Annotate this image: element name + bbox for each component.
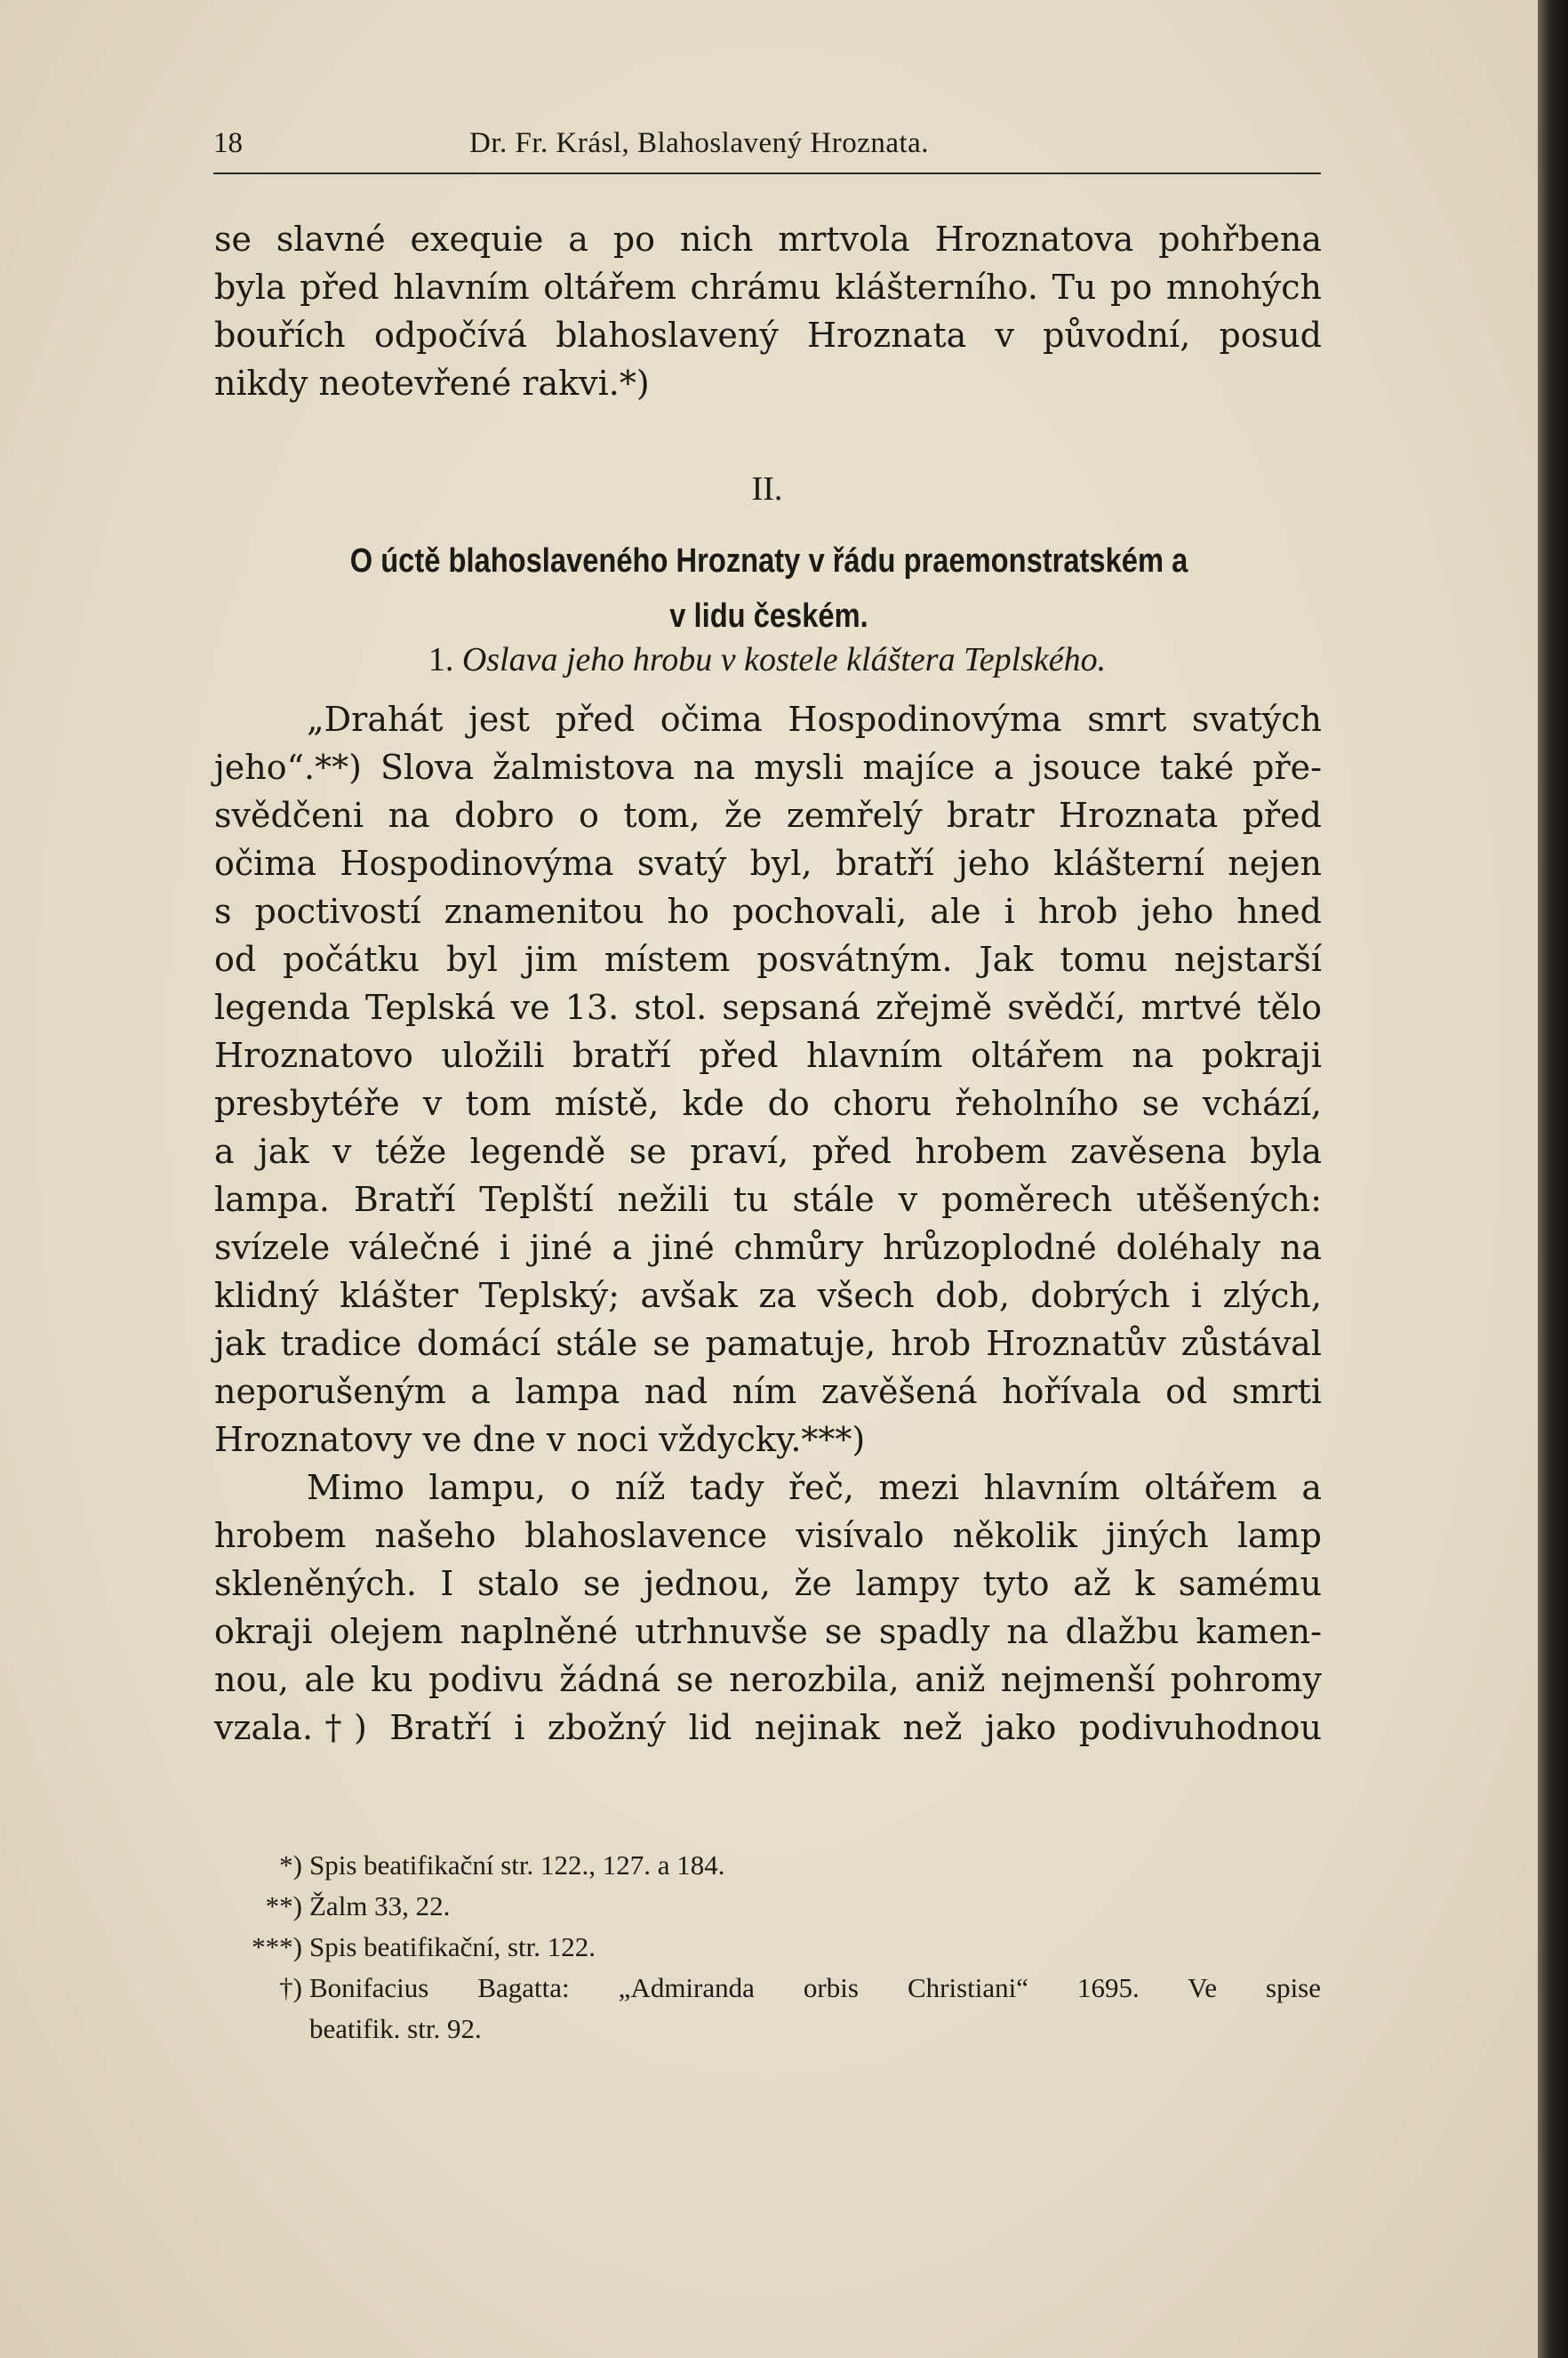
section-title-line: v lidu českém. (669, 598, 868, 635)
footnote-text: Spis beatifikační, str. 122. (309, 1931, 596, 1962)
text-line: svízele válečné i jiné a jiné chmůry hrůzoplodné doléhaly na (214, 1228, 1322, 1267)
text-line: vzala.†) Bratří i zbožný lid nejinak než jako podivuhodnou (214, 1708, 1322, 1747)
text-line: od počátku byl jim místem posvátným. Jak tomu nejstarší (214, 940, 1322, 979)
footnote (240, 1886, 1321, 1927)
text-line: klidný klášter Teplský; avšak za všech dob, dobrých i zlých, (214, 1276, 1322, 1315)
text-line: a jak v téže legendě se praví, před hrobem zavěsena byla (214, 1132, 1322, 1171)
subsection-title: Oslava jeho hrobu v kostele kláštera Teplského. (461, 641, 1107, 678)
text-line: Hroznatovy ve dne v noci vždycky.***) (214, 1420, 866, 1459)
footnote (240, 1927, 1321, 1968)
text-line: jeho“.**) Slova žalmistova na mysli majíce a jsouce také pře- (214, 748, 1322, 787)
footnote-mark: †) (279, 1972, 302, 2003)
text-line: lampa. Bratří Teplští nežili tu stále v poměrech utěšených: (214, 1180, 1322, 1219)
text-line: legenda Teplská ve 13. stol. sepsaná zřejmě svědčí, mrtvé tělo (214, 988, 1322, 1027)
subsection-heading (213, 640, 1321, 679)
section-number: II. (751, 470, 783, 508)
text-line: neporušeným a lampa nad ním zavěšená hořívala od smrti (214, 1372, 1322, 1411)
footnote-mark: **) (265, 1890, 302, 1921)
section-title-line: O úctě blahoslaveného Hroznaty v řádu praemonstratském a (349, 542, 1188, 580)
text-line: hrobem našeho blahoslavence visívalo několik jiných lamp (214, 1516, 1322, 1555)
footnote-mark: ***) (252, 1931, 302, 1962)
footnote-mark: *) (279, 1849, 302, 1881)
text-line: s poctivostí znamenitou ho pochovali, ale i hrob jeho hned (214, 892, 1322, 931)
main-text (214, 695, 1322, 1752)
text-line: Hroznatovo uložili bratří před hlavním oltářem na pokraji (214, 1036, 1322, 1075)
footnote (240, 1845, 1321, 1886)
section-title (299, 533, 1239, 644)
text-line: byla před hlavním oltářem chrámu klášterního. Tu po mnohých (214, 268, 1322, 307)
footnote-text: Žalm 33, 22. (309, 1890, 451, 1921)
text-line: svědčeni na dobro o tom, že zemřelý bratr Hroznata před (214, 796, 1322, 835)
footnote-text: Spis beatifikační str. 122., 127. a 184. (309, 1849, 725, 1881)
text-line: bouřích odpočívá blahoslavený Hroznata v původní, posud (214, 316, 1322, 355)
text-line: Mimo lampu, o níž tady řeč, mezi hlavním oltářem a (307, 1468, 1322, 1507)
text-line: okraji olejem naplněné utrhnuvše se spadly na dlažbu kamen- (214, 1612, 1322, 1651)
footnote-text-line: beatifik. str. 92. (309, 2013, 482, 2044)
text-line: skleněných. I stalo se jednou, že lampy tyto až k samému (214, 1564, 1322, 1603)
footnote (240, 1968, 1321, 2049)
text-line: nikdy neotevřené rakvi.*) (214, 364, 650, 403)
text-line: nou, ale ku podivu žádná se nerozbila, aniž nejmenší pohromy (214, 1660, 1322, 1699)
text-line: presbytéře v tom místě, kde do choru řeholního se vchází, (214, 1084, 1322, 1123)
text-line: očima Hospodinovýma svatý byl, bratří jeho klášterní nejen (214, 844, 1322, 883)
text-line: „Drahát jest před očima Hospodinovýma smrt svatých (307, 700, 1322, 739)
footnotes (240, 1845, 1321, 2049)
intro-paragraph (214, 215, 1322, 407)
running-title: Dr. Fr. Krásl, Blahoslavený Hroznata. (469, 127, 930, 159)
footnote-text (309, 1968, 1321, 2049)
book-edge (1538, 0, 1568, 2358)
subsection-number: 1. (428, 641, 454, 678)
page-number: 18 (213, 127, 243, 159)
text-line: se slavné exequie a po nich mrtvola Hroznatova pohřbena (214, 220, 1322, 259)
text-line: jak tradice domácí stále se pamatuje, hrob Hroznatův zůstával (214, 1324, 1322, 1363)
header-rule (213, 172, 1321, 174)
page-header (213, 127, 1321, 172)
footnote-text-line: Bonifacius Bagatta: „Admiranda orbis Christiani“ 1695. Ve spise (309, 1972, 1321, 2003)
